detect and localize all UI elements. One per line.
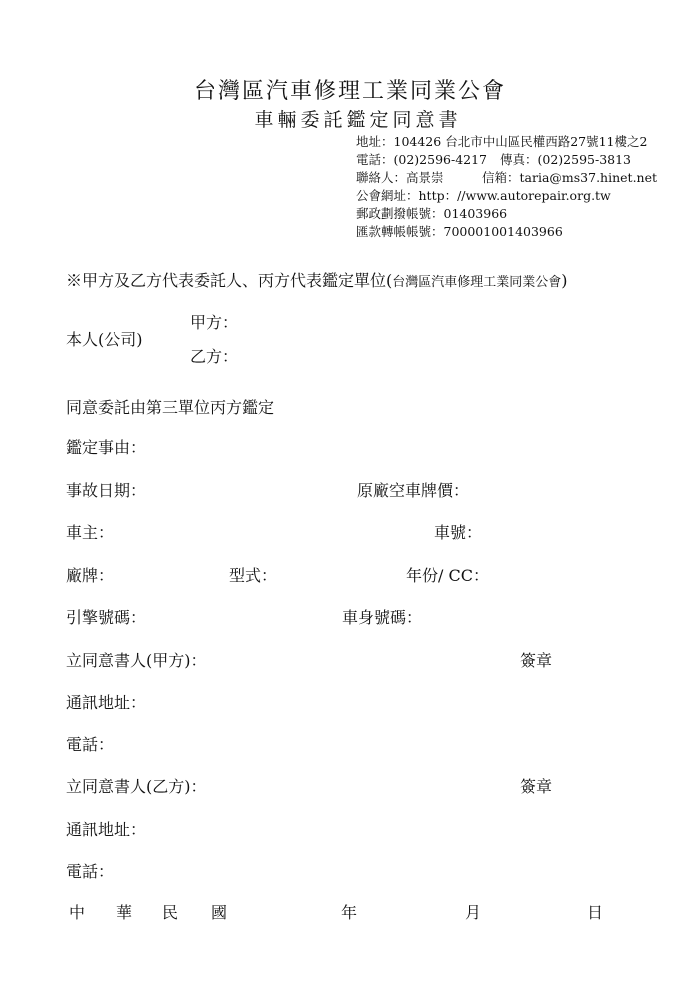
document-subtitle: 車輛委託鑑定同意書 xyxy=(254,109,462,131)
date-char-zhong: 中 xyxy=(69,903,86,922)
document-title: 台灣區汽車修理工業同業公會 xyxy=(193,79,506,104)
signer-b-label: 立同意書人(乙方)： xyxy=(66,777,207,796)
contact-postal-account: 郵政劃撥帳號：01403966 xyxy=(356,206,508,221)
contact-bank-account: 匯款轉帳帳號：700001001403966 xyxy=(356,224,563,239)
statement-line xyxy=(66,268,568,291)
contact-person: 聯絡人：高景崇 xyxy=(356,170,444,185)
party-b-label: 乙方： xyxy=(190,347,239,366)
field-plate-no: 車號： xyxy=(434,523,483,542)
field-brand: 廠牌： xyxy=(66,566,115,585)
field-engine-no: 引擎號碼： xyxy=(66,608,147,627)
signer-a-label: 立同意書人(甲方)： xyxy=(66,651,207,670)
field-accident-date: 事故日期： xyxy=(66,481,147,500)
field-model: 型式： xyxy=(229,566,278,585)
contact-phone: 電話：(02)2596-4217 xyxy=(356,152,488,167)
contact-website: 公會網址：http：//www.autorepair.org.tw xyxy=(356,188,611,203)
date-char-hua: 華 xyxy=(116,903,133,922)
contact-fax: 傳真：(02)2595-3813 xyxy=(500,152,632,167)
party-a-label: 甲方： xyxy=(190,313,239,332)
field-owner: 車主： xyxy=(66,523,115,542)
statement-org: 台灣區汽車修理工業同業公會 xyxy=(392,275,562,290)
field-original-price: 原廠空車牌價： xyxy=(357,481,470,500)
date-char-min: 民 xyxy=(162,903,179,922)
date-char-guo: 國 xyxy=(211,903,228,922)
signer-a-phone: 電話： xyxy=(66,735,115,754)
date-day: 日 xyxy=(587,903,604,922)
contact-address: 地址：104426 台北市中山區民權西路27號11樓之2 xyxy=(356,134,648,149)
party-label: 本人(公司) xyxy=(66,330,143,349)
date-month: 月 xyxy=(465,903,482,922)
statement-main: ※甲方及乙方代表委託人、丙方代表鑑定單位( xyxy=(66,271,393,290)
field-matter: 鑑定事由： xyxy=(66,438,147,457)
signer-a-seal: 簽章 xyxy=(520,651,553,670)
contact-email: 信箱：taria@ms37.hinet.net xyxy=(482,170,658,185)
date-year: 年 xyxy=(341,903,358,922)
field-year-cc: 年份/ CC： xyxy=(406,566,489,585)
signer-b-phone: 電話： xyxy=(66,862,115,881)
statement-close: ) xyxy=(561,271,568,290)
consent-text: 同意委託由第三單位丙方鑑定 xyxy=(66,398,275,417)
field-chassis-no: 車身號碼： xyxy=(342,608,423,627)
signer-a-address: 通訊地址： xyxy=(66,693,147,712)
signer-b-seal: 簽章 xyxy=(520,777,553,796)
signer-b-address: 通訊地址： xyxy=(66,820,147,839)
